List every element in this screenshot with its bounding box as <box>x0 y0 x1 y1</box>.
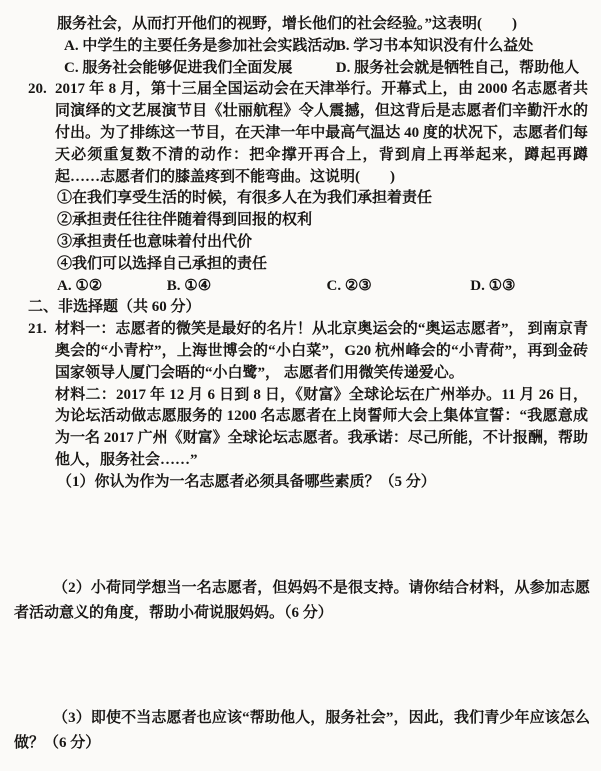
q20-number: 20. <box>28 81 47 98</box>
answer-space-2 <box>28 626 588 706</box>
q20-statement-4: ④我们可以选择自己承担的责任 <box>57 255 268 272</box>
section-2-heading: 二、非选择题（共 60 分） <box>28 299 201 316</box>
q21-sub-question-2: （2）小荷同学想当一名志愿者，但妈妈不是很支持。请你结合材料，从参加志愿者活动意义的角度，帮助小荷说服妈妈。（6 分） <box>14 579 590 621</box>
q20-option-c: C. ②③ <box>326 277 372 294</box>
q20-stem: 2017 年 8 月，第十三届全国运动会在天津举行。开幕式上，由 2000 名志愿者共同演绎的文艺展演节目《壮丽航程》令人震撼，但这背后是志愿者们辛勤汗水的付出。为了排练这一节目，在天津一年中最高气温达 40 度的状况下，志愿者们每天必须重复数不清的动作：把伞撑开再合上，背到肩上再举起来，蹲起再蹲起……志愿者们的膝盖疼到不能弯曲。这说明( ) <box>55 81 588 185</box>
q20-stem-paragraph <box>28 79 588 188</box>
q20-option-a: A. ①② <box>57 277 103 294</box>
q21-material1 <box>55 319 588 384</box>
q21-sub-question-1: （1）你认为作为一名志愿者必须具备哪些素质？（5 分） <box>57 473 436 490</box>
question-20-block <box>28 79 588 297</box>
q21-material1-text: 志愿者的微笑是最好的名片！从北京奥运会的“奥运志愿者”， 到南京青奥会的“小青柠”，上海世博会的“小白菜”，G20 杭州峰会的“小青荷”，再到金砖国家领导人厦门会晤的“小白鹭”， 志愿者们用微笑传递爱心。 <box>55 321 588 381</box>
q21-number: 21. <box>28 321 47 338</box>
q20-statement-1: ①在我们享受生活的时候，有很多人在为我们承担着责任 <box>57 190 433 207</box>
question-19-block <box>28 14 588 79</box>
q20-option-d: D. ①③ <box>470 277 516 294</box>
q21-sub-question-3: （3）即使不当志愿者也应该“帮助他人，服务社会”，因此，我们青少年应该怎么做？（6 分） <box>14 709 590 751</box>
q21-material2-text: 2017 年 12 月 6 日到 8 日，《财富》全球论坛在广州举办。11 月 26 日，为论坛活动做志愿服务的 1200 名志愿者在上岗誓师大会上集体宣誓：“我愿意成为一名 2017 广州《财富》全球论坛志愿者。我承诺：尽己所能，不计报酬，帮助他人，服务社会……” <box>55 386 588 468</box>
q21-material2-paragraph <box>28 385 588 472</box>
q21-material2 <box>55 385 588 472</box>
q20-statement-2: ②承担责任往往伴随着得到回报的权利 <box>57 212 313 229</box>
q20-statement-3: ③承担责任也意味着付出代价 <box>57 233 253 250</box>
answer-space-1 <box>28 494 588 576</box>
q19-options-row-2 <box>64 58 588 80</box>
q21-material1-paragraph <box>28 319 588 384</box>
q19-stem-tail: 服务社会，从而打开他们的视野，增长他们的社会经验。”这表明( ) <box>57 16 517 32</box>
q19-option-a: A. 中学生的主要任务是参加社会实践活动 <box>64 37 338 54</box>
q19-options-row-1 <box>64 36 588 58</box>
q19-option-c: C. 服务社会能够促进我们全面发展 <box>64 59 293 76</box>
q19-option-b: B. 学习书本知识没有什么益处 <box>335 37 534 54</box>
q20-options-row <box>57 276 588 298</box>
q21-material1-label: 材料一： <box>55 321 116 338</box>
q20-option-b: B. ①④ <box>166 277 212 294</box>
question-21-block <box>14 319 590 755</box>
q19-option-d: D. 服务社会就是牺牲自己，帮助他人 <box>335 59 580 76</box>
q21-material2-label: 材料二： <box>55 386 116 403</box>
